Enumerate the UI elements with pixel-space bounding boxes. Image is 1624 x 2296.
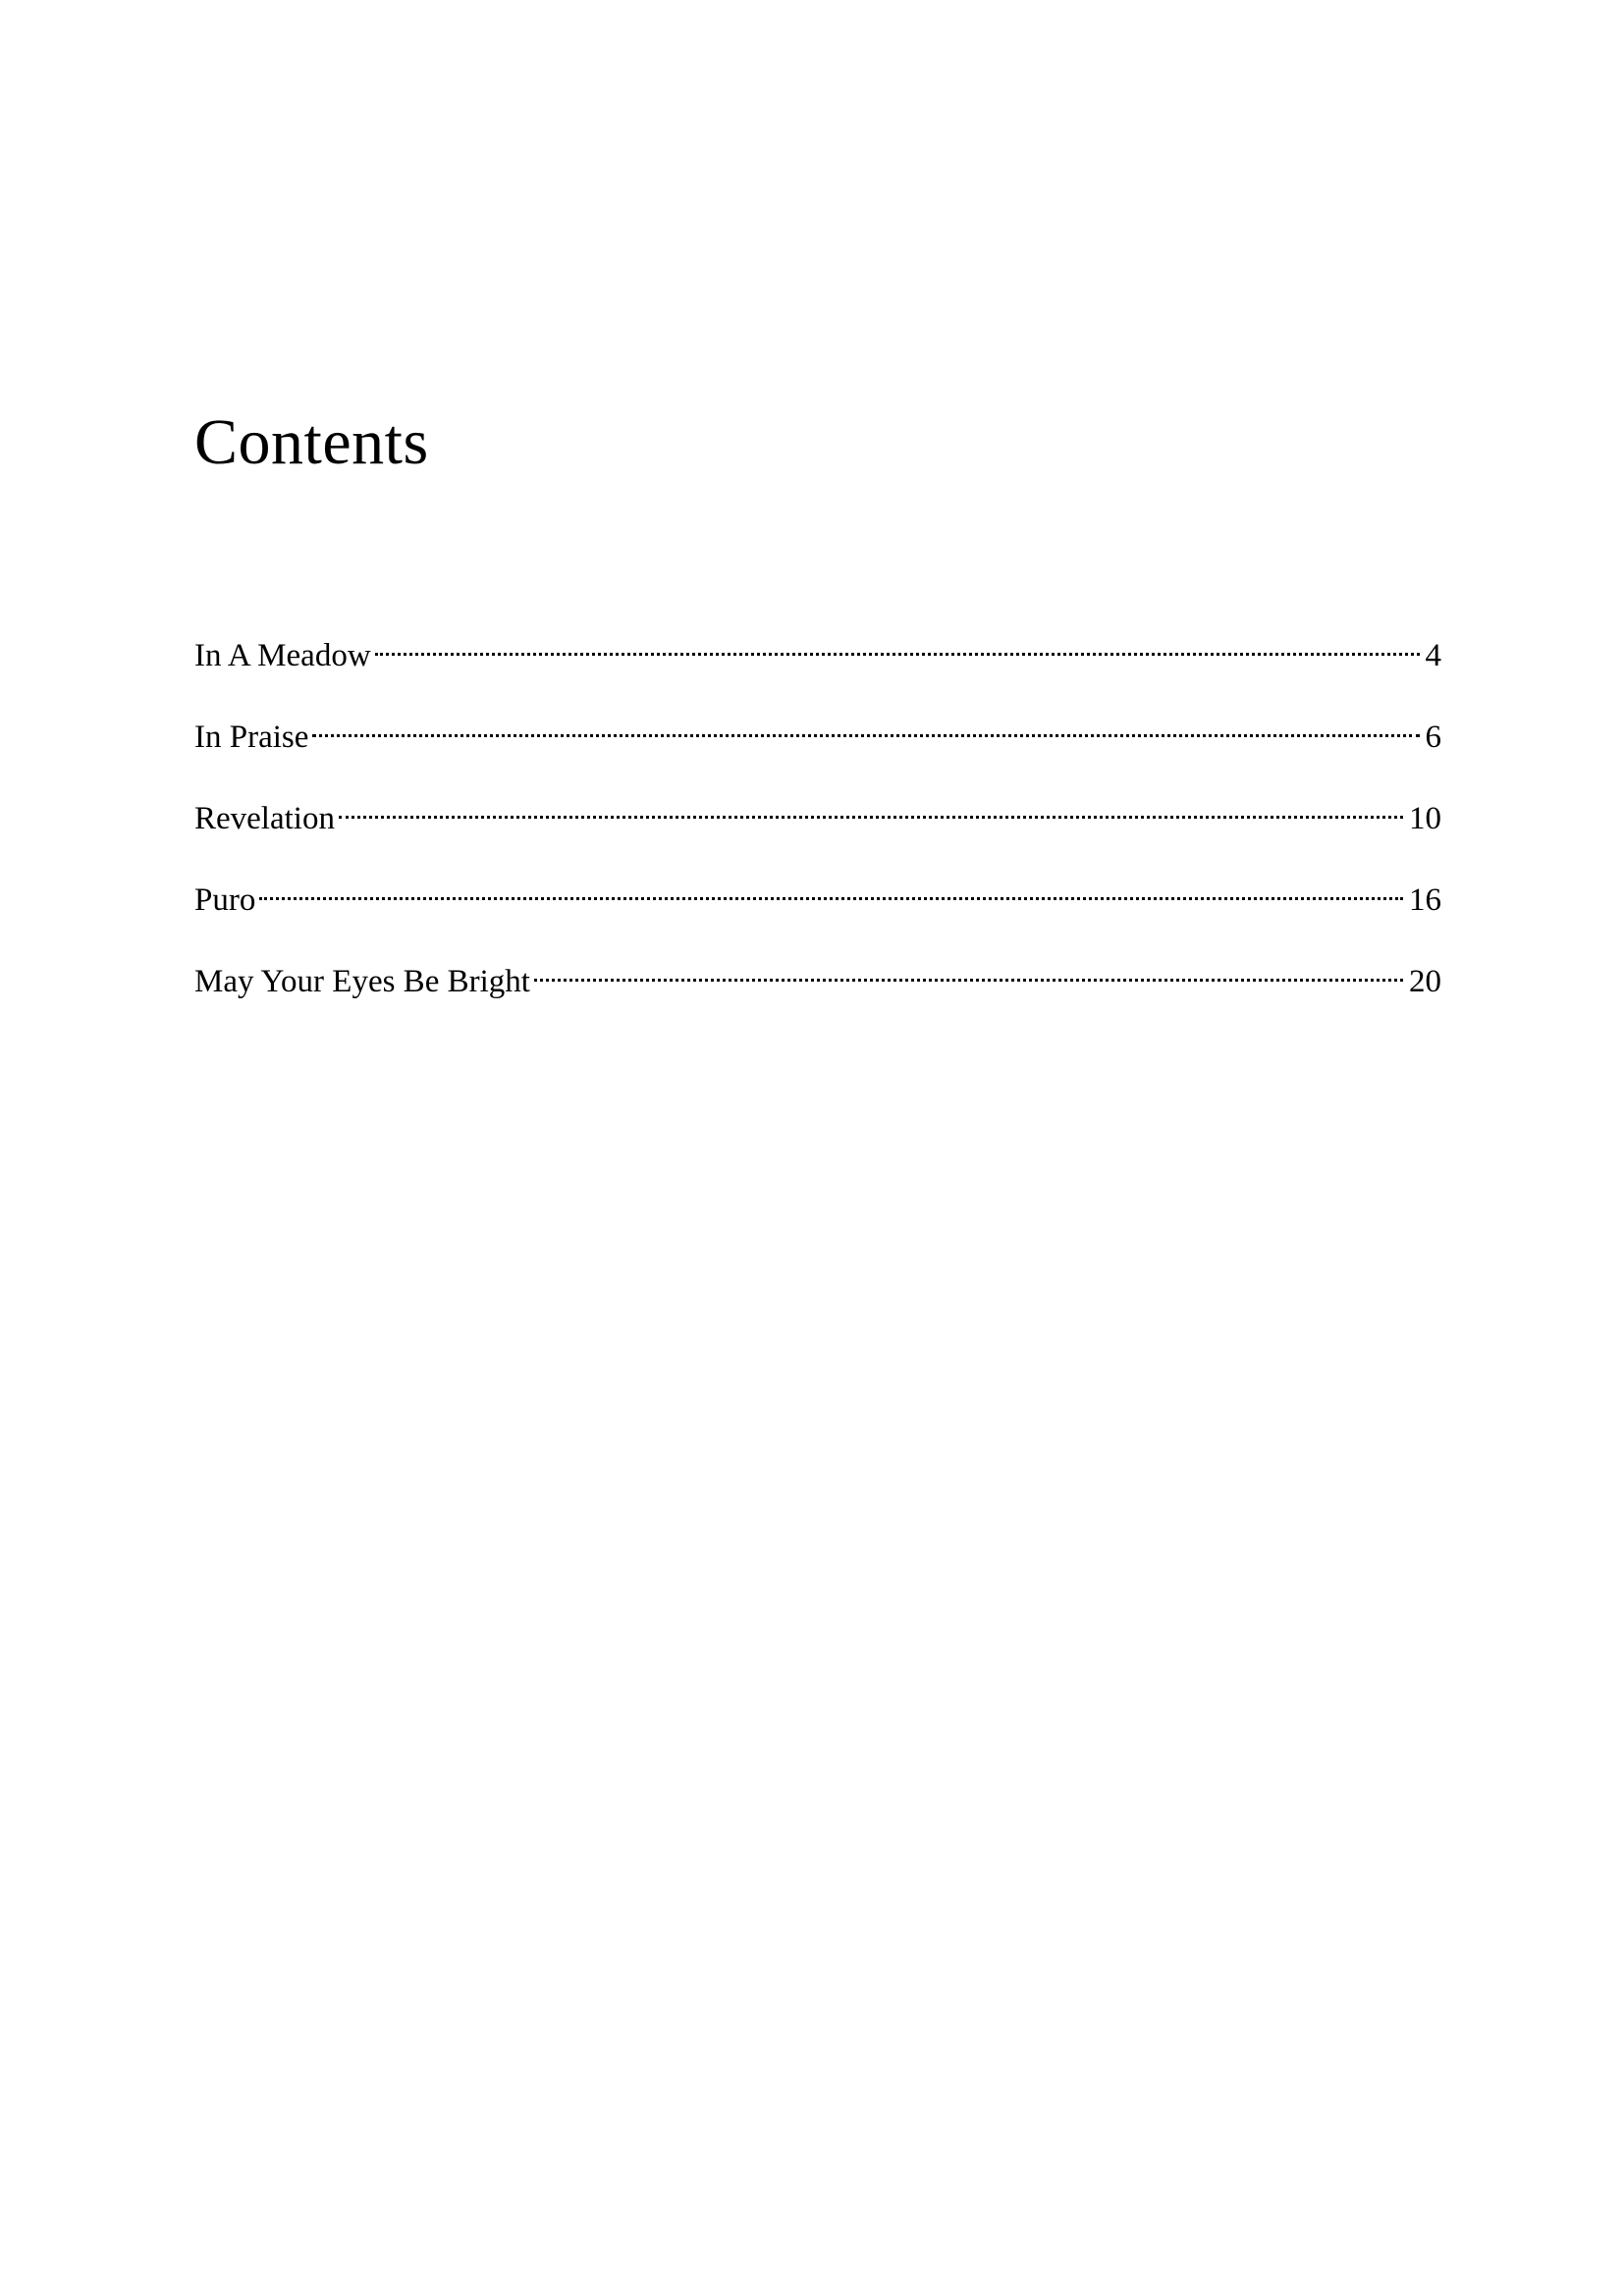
toc-entry-title: Revelation xyxy=(194,801,335,836)
toc-entry-title: In A Meadow xyxy=(194,638,371,673)
toc-entry-page-number: 16 xyxy=(1409,882,1441,918)
dot-leader xyxy=(339,785,1403,828)
toc-entry-page-number: 4 xyxy=(1425,638,1441,673)
toc-entry-page-number: 10 xyxy=(1409,801,1441,836)
toc-entry-page-number: 6 xyxy=(1425,720,1441,755)
contents-heading: Contents xyxy=(194,406,429,478)
dot-leader xyxy=(534,948,1403,991)
toc-entry-puro[interactable] xyxy=(194,867,1441,948)
toc-entry-page-number: 20 xyxy=(1409,964,1441,999)
toc-entry-title: May Your Eyes Be Bright xyxy=(194,964,530,999)
dot-leader xyxy=(312,704,1419,747)
toc-entry-revelation[interactable] xyxy=(194,785,1441,867)
dot-leader xyxy=(375,622,1420,666)
dot-leader xyxy=(259,867,1403,910)
toc-entry-may-your-eyes-be-bright[interactable] xyxy=(194,948,1441,1030)
toc-entry-title: In Praise xyxy=(194,720,309,755)
table-of-contents xyxy=(194,622,1441,1030)
toc-entry-in-praise[interactable] xyxy=(194,704,1441,785)
toc-entry-title: Puro xyxy=(194,882,256,918)
toc-entry-in-a-meadow[interactable] xyxy=(194,622,1441,704)
